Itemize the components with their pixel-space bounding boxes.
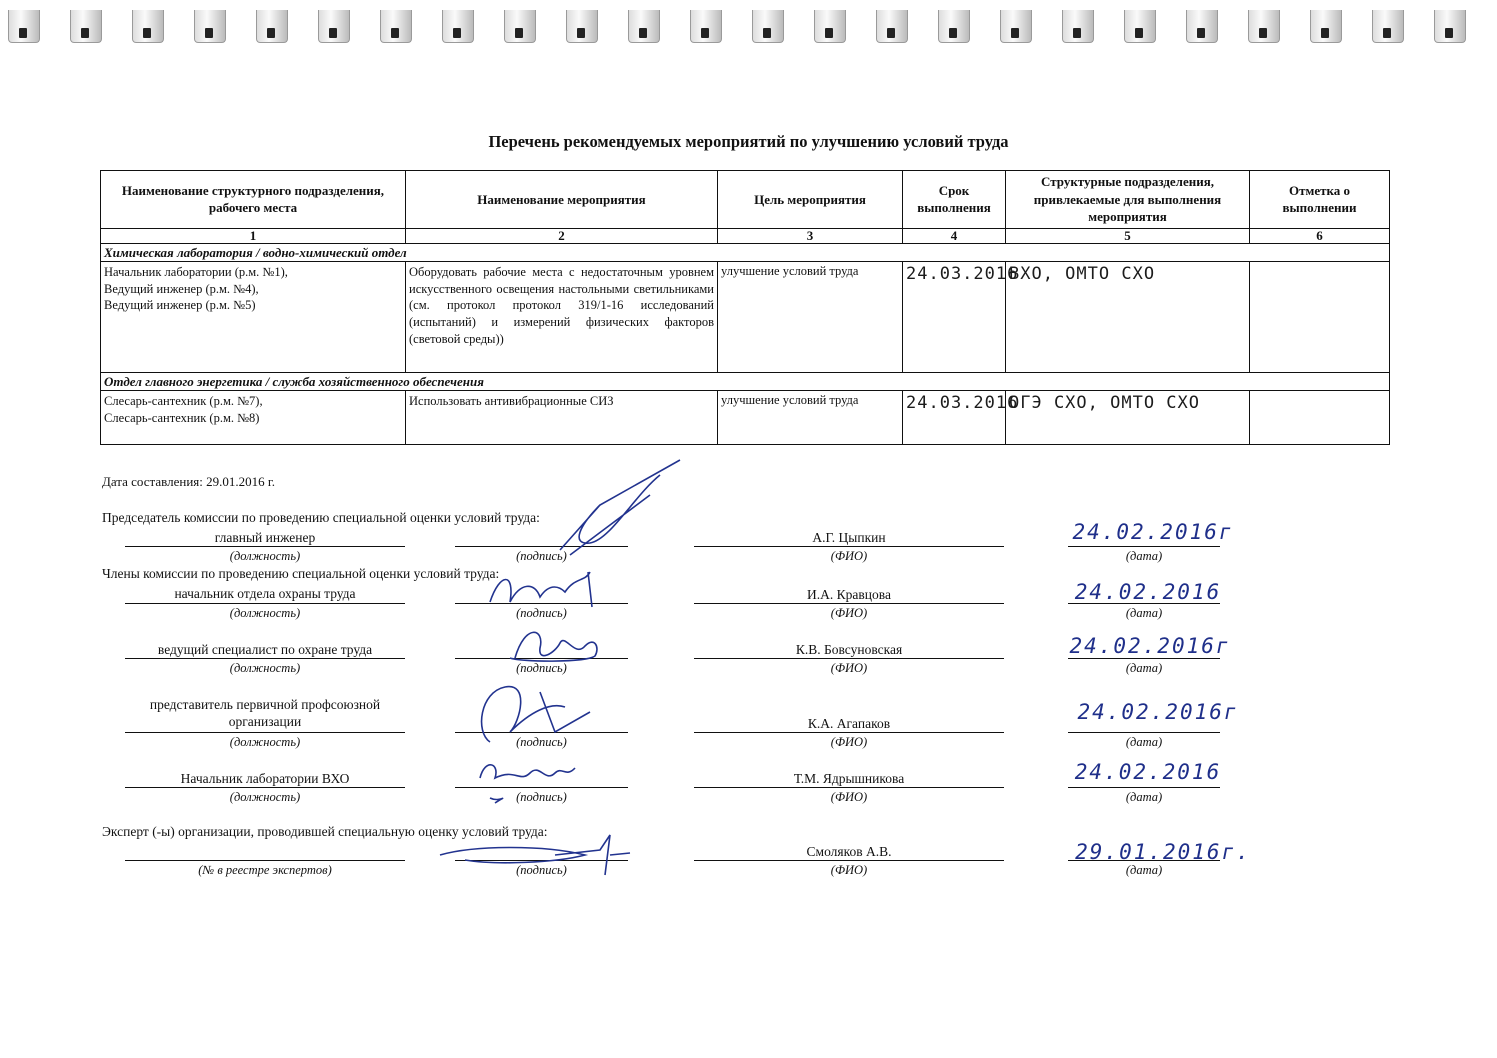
column-number: 1: [101, 228, 406, 243]
chairman-heading: Председатель комиссии по проведению специальной оценки условий труда:: [102, 510, 540, 525]
column-number: 5: [1006, 228, 1250, 243]
spiral-binding: [0, 0, 1497, 56]
signatory-fio: К.А. Агапаков: [807, 716, 891, 731]
signature-caption: (подпись): [516, 863, 567, 877]
signatory-position: главный инженер: [214, 530, 316, 545]
signatory-position: Начальник лаборатории ВХО: [180, 771, 350, 786]
signature-member-4: [470, 748, 590, 808]
expert-fio: Смоляков А.В.: [806, 844, 892, 859]
binding-ring: [70, 10, 102, 43]
fio-caption: (ФИО): [830, 549, 868, 563]
signatory-fio: К.В. Бовсуновская: [795, 642, 903, 657]
signature-member-2: [500, 618, 610, 673]
binding-ring: [1248, 10, 1280, 43]
signature-expert: [435, 825, 635, 880]
signature-member-1: [480, 562, 610, 622]
expert-heading: Эксперт (-ы) организации, проводившей специальную оценку условий труда:: [102, 824, 548, 839]
binding-ring: [628, 10, 660, 43]
fio-caption: (ФИО): [830, 606, 868, 620]
compile-date: Дата составления: 29.01.2016 г.: [102, 474, 275, 489]
signatory-fio: А.Г. Цыпкин: [812, 530, 886, 545]
departments-cell: ОГЭ СХО, ОМТО СХО: [1006, 390, 1250, 444]
column-header: Наименование мероприятия: [406, 171, 718, 229]
binding-ring: [132, 10, 164, 43]
goal-cell: улучшение условий труда: [718, 261, 903, 372]
signatory-fio: Т.М. Ядрышникова: [793, 771, 905, 786]
binding-ring: [194, 10, 226, 43]
column-header: Срок выполнения: [903, 171, 1006, 229]
signatory-date: 24.02.2016г: [1072, 520, 1234, 544]
signatory-position: представитель первичной профсоюзной организации: [149, 697, 381, 729]
departments-cell: ВХО, ОМТО СХО: [1006, 261, 1250, 372]
date-caption: (дата): [1125, 549, 1163, 563]
position-line: [125, 658, 405, 659]
registry-caption: (№ в реестре экспертов): [198, 863, 332, 877]
date-line: [1068, 860, 1220, 861]
column-header: Цель мероприятия: [718, 171, 903, 229]
binding-ring: [752, 10, 784, 43]
section-row: [101, 243, 1390, 261]
signatory-position: начальник отдела охраны труда: [174, 586, 356, 601]
binding-ring: [1062, 10, 1094, 43]
binding-ring: [814, 10, 846, 43]
signature-chairman: [540, 455, 690, 565]
measure-cell: Использовать антивибрационные СИЗ: [406, 390, 718, 444]
date-line: [1068, 787, 1220, 788]
table-row: [101, 261, 1390, 372]
workplace: Ведущий инженер (р.м. №4),: [104, 281, 259, 296]
fio-line: [694, 658, 1004, 659]
binding-ring: [566, 10, 598, 43]
binding-ring: [1000, 10, 1032, 43]
fio-caption: (ФИО): [830, 790, 868, 804]
completion-mark-cell: [1250, 261, 1390, 372]
position-line: [125, 787, 405, 788]
section-row: [101, 372, 1390, 390]
position-caption: (должность): [229, 790, 301, 804]
members-heading: Члены комиссии по проведению специальной оценки условий труда:: [102, 566, 500, 581]
binding-ring: [876, 10, 908, 43]
fio-line: [694, 787, 1004, 788]
binding-ring: [1310, 10, 1342, 43]
signature-caption: (подпись): [516, 549, 567, 563]
column-number: 2: [406, 228, 718, 243]
workplace: Слесарь-сантехник (р.м. №8): [104, 410, 260, 425]
document-title: Перечень рекомендуемых мероприятий по улучшению условий труда: [488, 132, 1009, 151]
fio-line: [694, 732, 1004, 733]
binding-ring: [8, 10, 40, 43]
position-line: [125, 732, 405, 733]
date-caption: (дата): [1125, 661, 1163, 675]
column-header: Отметка о выполнении: [1250, 171, 1390, 229]
position-caption: (должность): [229, 661, 301, 675]
signatory-position: ведущий специалист по охране труда: [157, 642, 373, 657]
binding-ring: [318, 10, 350, 43]
table-row: [101, 390, 1390, 444]
signatory-date: 24.02.2016: [1074, 760, 1222, 784]
column-number: 3: [718, 228, 903, 243]
column-number: 4: [903, 228, 1006, 243]
date-line: [1068, 658, 1220, 659]
fio-caption: (ФИО): [830, 661, 868, 675]
signature-caption: (подпись): [516, 661, 567, 675]
position-caption: (должность): [229, 606, 301, 620]
signature-caption: (подпись): [516, 606, 567, 620]
expert-date: 29.01.2016г.: [1075, 840, 1251, 864]
registry-line: [125, 860, 405, 861]
column-header: Структурные подразделения, привлекаемые для выполнения мероприятия: [1006, 171, 1250, 229]
binding-ring: [442, 10, 474, 43]
binding-ring: [1434, 10, 1466, 43]
position-line: [125, 546, 405, 547]
date-line: [1068, 546, 1220, 547]
workplace: Ведущий инженер (р.м. №5): [104, 298, 256, 313]
fio-line: [694, 860, 1004, 861]
column-number: 6: [1250, 228, 1390, 243]
workplaces-cell: [101, 261, 406, 372]
signature-caption: (подпись): [516, 790, 567, 804]
column-header: Наименование структурного подразделения, рабочего места: [101, 171, 406, 229]
binding-ring: [1124, 10, 1156, 43]
date-caption: (дата): [1125, 735, 1163, 749]
workplace: Начальник лаборатории (р.м. №1),: [104, 264, 288, 279]
date-caption: (дата): [1125, 863, 1163, 877]
column-number-row: [101, 228, 1390, 243]
fio-caption: (ФИО): [830, 735, 868, 749]
binding-ring: [504, 10, 536, 43]
section-title: Отдел главного энергетика / служба хозяйственного обеспечения: [101, 372, 1390, 390]
binding-ring: [380, 10, 412, 43]
position-line: [125, 603, 405, 604]
fio-line: [694, 603, 1004, 604]
binding-ring: [690, 10, 722, 43]
completion-mark-cell: [1250, 390, 1390, 444]
fio-caption: (ФИО): [830, 863, 868, 877]
binding-ring: [938, 10, 970, 43]
signature-caption: (подпись): [516, 735, 567, 749]
date-line: [1068, 732, 1220, 733]
date-caption: (дата): [1125, 606, 1163, 620]
table-header-row: [101, 171, 1390, 229]
signatory-fio: И.А. Кравцова: [807, 587, 891, 602]
section-title: Химическая лаборатория / водно-химический отдел: [101, 243, 1390, 261]
position-caption: (должность): [229, 735, 301, 749]
deadline-cell: 24.03.2016: [903, 390, 1006, 444]
position-caption: (должность): [229, 549, 301, 563]
binding-ring: [1186, 10, 1218, 43]
date-line: [1068, 603, 1220, 604]
fio-line: [694, 546, 1004, 547]
binding-ring: [256, 10, 288, 43]
signature-member-3: [470, 672, 600, 752]
workplaces-cell: [101, 390, 406, 444]
deadline-cell: 24.03.2016: [903, 261, 1006, 372]
signatory-date: 24.02.2016г: [1069, 634, 1231, 658]
signatory-date: 24.02.2016г: [1077, 700, 1239, 724]
signatory-date: 24.02.2016: [1074, 580, 1222, 604]
measures-table: [100, 170, 1390, 445]
goal-cell: улучшение условий труда: [718, 390, 903, 444]
measure-cell: Оборудовать рабочие места с недостаточным уровнем искусственного освещения настольными светильниками (см. протокол протокол 319/1-16 исследований (испытаний) и измерений физических факторов (световой среды)): [406, 261, 718, 372]
binding-ring: [1372, 10, 1404, 43]
date-caption: (дата): [1125, 790, 1163, 804]
workplace: Слесарь-сантехник (р.м. №7),: [104, 393, 263, 408]
